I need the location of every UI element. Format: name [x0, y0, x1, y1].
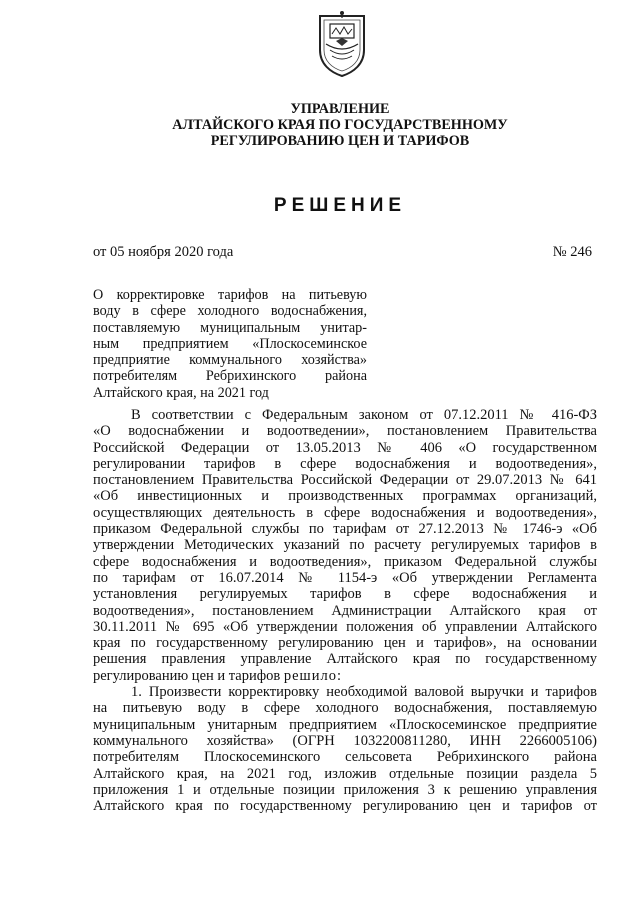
item-1-line: муниципальным унитарным предприятием «Плоскосеминское предприятие [93, 716, 597, 733]
subject-line: потребителям Ребрихинского района [93, 368, 367, 385]
document-subject [93, 287, 367, 401]
preamble-line: приказом Федеральной службы по тарифам от 27.12.2013 № 1746-э «Об [93, 521, 597, 538]
organization-name [60, 101, 620, 149]
preamble-line: «Об инвестиционных и производственных программах организаций, [93, 488, 597, 505]
subject-line: ным предприятием «Плоскосеминское [93, 335, 367, 352]
item-1-line: на питьевую воду в сфере холодного водоснабжения, поставляемую [93, 700, 597, 717]
preamble-line: установления регулируемых тарифов в сфере водоснабжения и [93, 586, 597, 603]
preamble-line: Российской Федерации от 13.05.2013 № 406 «О государственном [93, 439, 597, 456]
preamble-line: водоотведения», постановлением Администрации Алтайского края от [93, 602, 597, 619]
preamble-line: решения правления управление Алтайского края по государственному [93, 651, 597, 668]
resolved-word: решило: [283, 667, 342, 684]
subject-line: Алтайского края, на 2021 год [93, 384, 269, 401]
preamble-line: 30.11.2011 № 695 «Об утверждении положения об управлении Алтайского [93, 618, 597, 635]
preamble-line: постановлением Правительства Российской Федерации от 29.07.2013 № 641 [93, 472, 597, 489]
preamble-line: регулировании тарифов в сфере водоснабжения и водоотведения», [93, 455, 597, 472]
org-line: РЕГУЛИРОВАНИЮ ЦЕН И ТАРИФОВ [210, 133, 470, 149]
preamble-line: по тарифам от 16.07.2014 № 1154-э «Об утверждении Регламента [93, 569, 597, 586]
subject-line: О корректировке тарифов на питьевую [93, 287, 367, 303]
preamble-line: осуществляющих деятельность в сфере водоснабжения и водоотведения», [93, 504, 597, 521]
item-1-line: 1. Произвести корректировку необходимой валовой выручки и тарифов [131, 684, 597, 701]
subject-line: предприятие коммунального хозяйства» [93, 352, 367, 369]
preamble-line: края по государственному регулированию цен и тарифов», на основании [93, 635, 597, 652]
document-body [93, 407, 597, 814]
item-1-line: потребителям Плоскосеминского сельсовета Ребрихинского района [93, 749, 597, 766]
subject-line: воду в сфере холодного водоснабжения, [93, 303, 367, 320]
preamble-line: «О водоснабжении и водоотведении», постановлением Правительства [93, 423, 597, 440]
preamble-line-text: регулированию цен и тарифов [93, 667, 281, 684]
preamble-line: сфере водоснабжения и водоотведения», приказом Федеральной службы [93, 553, 597, 570]
preamble-line [93, 668, 597, 684]
preamble-line: утверждении Методических указаний по расчету регулируемых тарифов в [93, 537, 597, 554]
item-1-line: коммунального хозяйства» (ОГРН 1032200811280, ИНН 2266005106) [93, 732, 597, 749]
document-number: № 246 [552, 244, 592, 260]
item-1-line: приложения 1 и отдельные позиции приложения 3 к решению управления [93, 781, 597, 798]
item-1-line: Алтайского края, на 2021 год, изложив отдельные позиции раздела 5 [93, 765, 597, 782]
coat-of-arms-icon [316, 10, 368, 78]
subject-line: поставляемую муниципальным унитар- [93, 319, 367, 336]
item-1-line: Алтайского края по государственному регулированию цен и тарифов от [93, 798, 597, 815]
org-line: УПРАВЛЕНИЕ [290, 101, 390, 117]
preamble-line: В соответствии с Федеральным законом от 07.12.2011 № 416-ФЗ [131, 407, 597, 423]
org-line: АЛТАЙСКОГО КРАЯ ПО ГОСУДАРСТВЕННОМУ [172, 117, 508, 133]
document-title: РЕШЕНИЕ [273, 195, 407, 216]
document-date: от 05 ноября 2020 года [93, 244, 234, 260]
